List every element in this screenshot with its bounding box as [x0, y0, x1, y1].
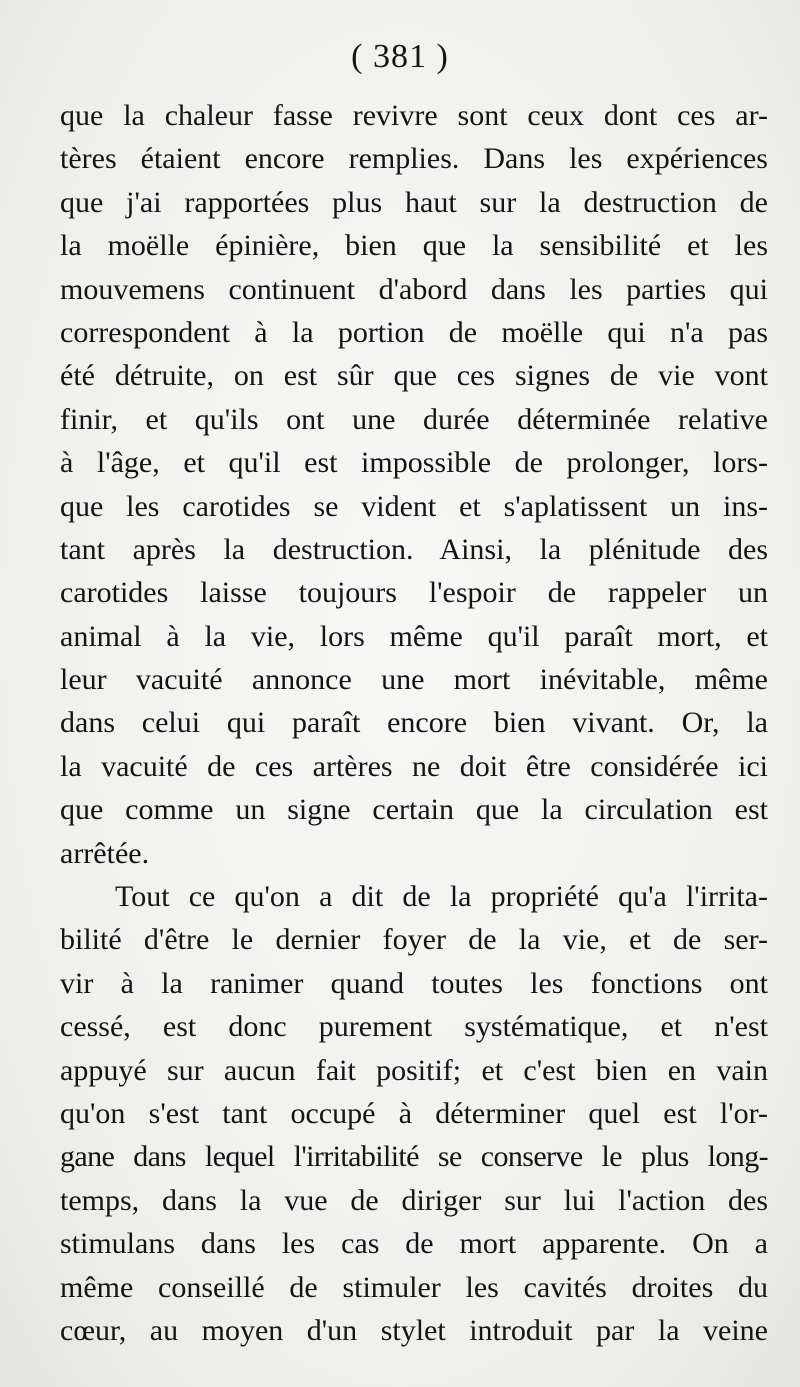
text-line: animal à la vie, lors même qu'il paraît mort, et [60, 619, 768, 653]
text-line: la vacuité de ces artères ne doit être considérée ici [60, 749, 768, 783]
text-line: cœur, au moyen d'un stylet introduit par la veine [60, 1313, 768, 1347]
text-line: finir, et qu'ils ont une durée déterminée relative [60, 402, 768, 436]
text-line: temps, dans la vue de diriger sur lui l'action des [60, 1183, 768, 1217]
text-line: que comme un signe certain que la circulation est [60, 793, 768, 827]
text-line: que les carotides se vident et s'aplatissent un ins- [60, 489, 768, 523]
text-line: bilité d'être le dernier foyer de la vie, et de ser- [60, 923, 768, 957]
text-line: que la chaleur fasse revivre sont ceux dont ces ar- [60, 99, 768, 132]
text-line: carotides laisse toujours l'espoir de rappeler un [60, 576, 768, 610]
paragraph-start-line: Tout ce qu'on a dit de la propriété qu'a l'irrita- [115, 880, 768, 914]
text-line: que j'ai rapportées plus haut sur la destruction de [60, 185, 768, 219]
text-line: vir à la ranimer quand toutes les fonctions ont [60, 966, 768, 1000]
text-line: gane dans lequel l'irritabilité se conserve le plus long- [60, 1140, 768, 1174]
text-line: stimulans dans les cas de mort apparente. On a [60, 1227, 768, 1261]
text-line: tant après la destruction. Ainsi, la plénitude des [60, 532, 768, 566]
text-line: appuyé sur aucun fait positif; et c'est bien en vain [60, 1053, 768, 1087]
text-line: même conseillé de stimuler les cavités droites du [60, 1270, 768, 1304]
text-line: correspondent à la portion de moëlle qui n'a pas [60, 315, 768, 349]
text-line: cessé, est donc purement systématique, et n'est [60, 1010, 768, 1044]
text-line: qu'on s'est tant occupé à déterminer quel est l'or- [60, 1096, 768, 1130]
body-text [60, 94, 768, 1352]
text-line: leur vacuité annonce une mort inévitable, même [60, 663, 768, 697]
text-line: la moëlle épinière, bien que la sensibilité et les [60, 229, 768, 263]
text-line: à l'âge, et qu'il est impossible de prolonger, lors- [60, 446, 768, 480]
text-line: été détruite, on est sûr que ces signes de vie vont [60, 359, 768, 393]
text-line: arrêtée. [60, 836, 150, 870]
text-line: mouvemens continuent d'abord dans les parties qui [60, 272, 768, 306]
page-number: ( 381 ) [351, 38, 449, 75]
text-line: tères étaient encore remplies. Dans les expériences [60, 142, 768, 176]
text-line: dans celui qui paraît encore bien vivant. Or, la [60, 706, 768, 740]
